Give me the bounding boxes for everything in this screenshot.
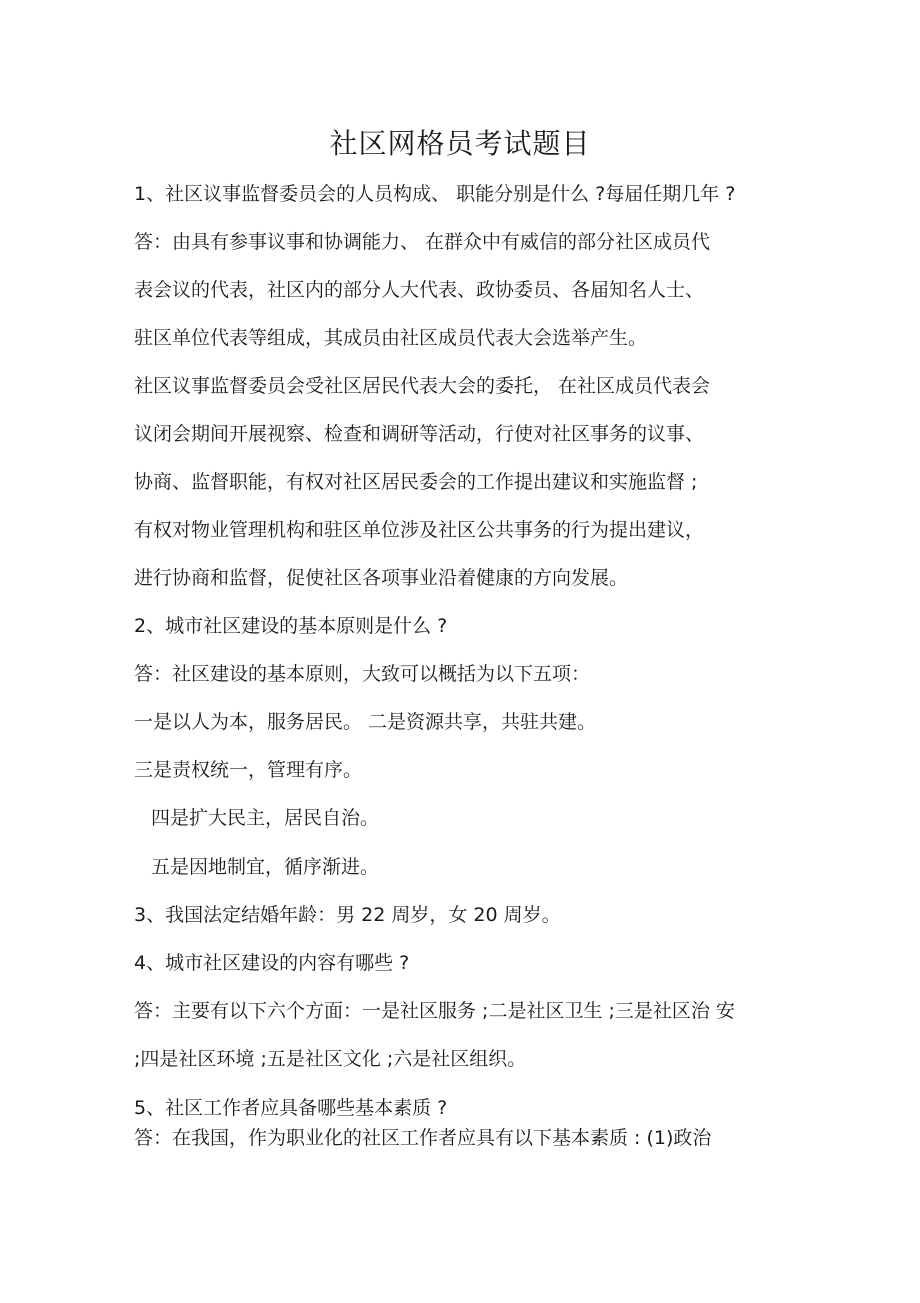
answer-1-line-8: 进行协商和监督，促使社区各项事业沿着健康的方向发展。 (134, 567, 629, 589)
answer-1-line-7: 有权对物业管理机构和驻区单位涉及社区公共事务的行为提出建议， (134, 519, 705, 541)
answer-2-line-4: 四是扩大民主，居民自治。 (151, 807, 380, 829)
question-4: 4、城市社区建设的内容有哪些 ? (134, 952, 410, 974)
question-3: 3、我国法定结婚年龄：男 22 周岁，女 20 周岁。 (134, 904, 561, 926)
question-5: 5、社区工作者应具备哪些基本素质 ? (134, 1097, 448, 1119)
answer-2-line-1: 答：社区建设的基本原则，大致可以概括为以下五项： (134, 663, 591, 685)
answer-2-line-2: 一是以人为本，服务居民。 二是资源共享，共驻共建。 (134, 711, 597, 733)
answer-4-line-1: 答：主要有以下六个方面：一是社区服务 ;二是社区卫生 ;三是社区治 安 (134, 1000, 735, 1022)
answer-2-line-5: 五是因地制宜，循序渐进。 (151, 856, 380, 878)
answer-1-line-6: 协商、监督职能，有权对社区居民委会的工作提出建议和实施监督 ; (134, 471, 698, 493)
answer-5-line-1: 答：在我国，作为职业化的社区工作者应具有以下基本素质 : (1)政治 (134, 1127, 712, 1149)
answer-1-line-2: 表会议的代表，社区内的部分人大代表、政协委员、各届知名人士、 (134, 279, 705, 301)
answer-4-line-2: ;四是社区环境 ;五是社区文化 ;六是社区组织。 (134, 1048, 527, 1070)
answer-1-line-4: 社区议事监督委员会受社区居民代表大会的委托， 在社区成员代表会 (134, 375, 711, 397)
question-1: 1、社区议事监督委员会的人员构成、 职能分别是什么 ?每届任期几年 ? (134, 183, 736, 205)
answer-1-line-5: 议闭会期间开展视察、检查和调研等活动，行使对社区事务的议事、 (134, 423, 705, 445)
answer-1-line-3: 驻区单位代表等组成，其成员由社区成员代表大会选举产生。 (134, 327, 648, 349)
answer-2-line-3: 三是责权统一，管理有序。 (134, 759, 363, 781)
page-title: 社区网格员考试题目 (329, 127, 591, 160)
question-2: 2、城市社区建设的基本原则是什么 ? (134, 615, 448, 637)
answer-1-line-1: 答：由具有参事议事和协调能力、 在群众中有威信的部分社区成员代 (134, 231, 711, 253)
